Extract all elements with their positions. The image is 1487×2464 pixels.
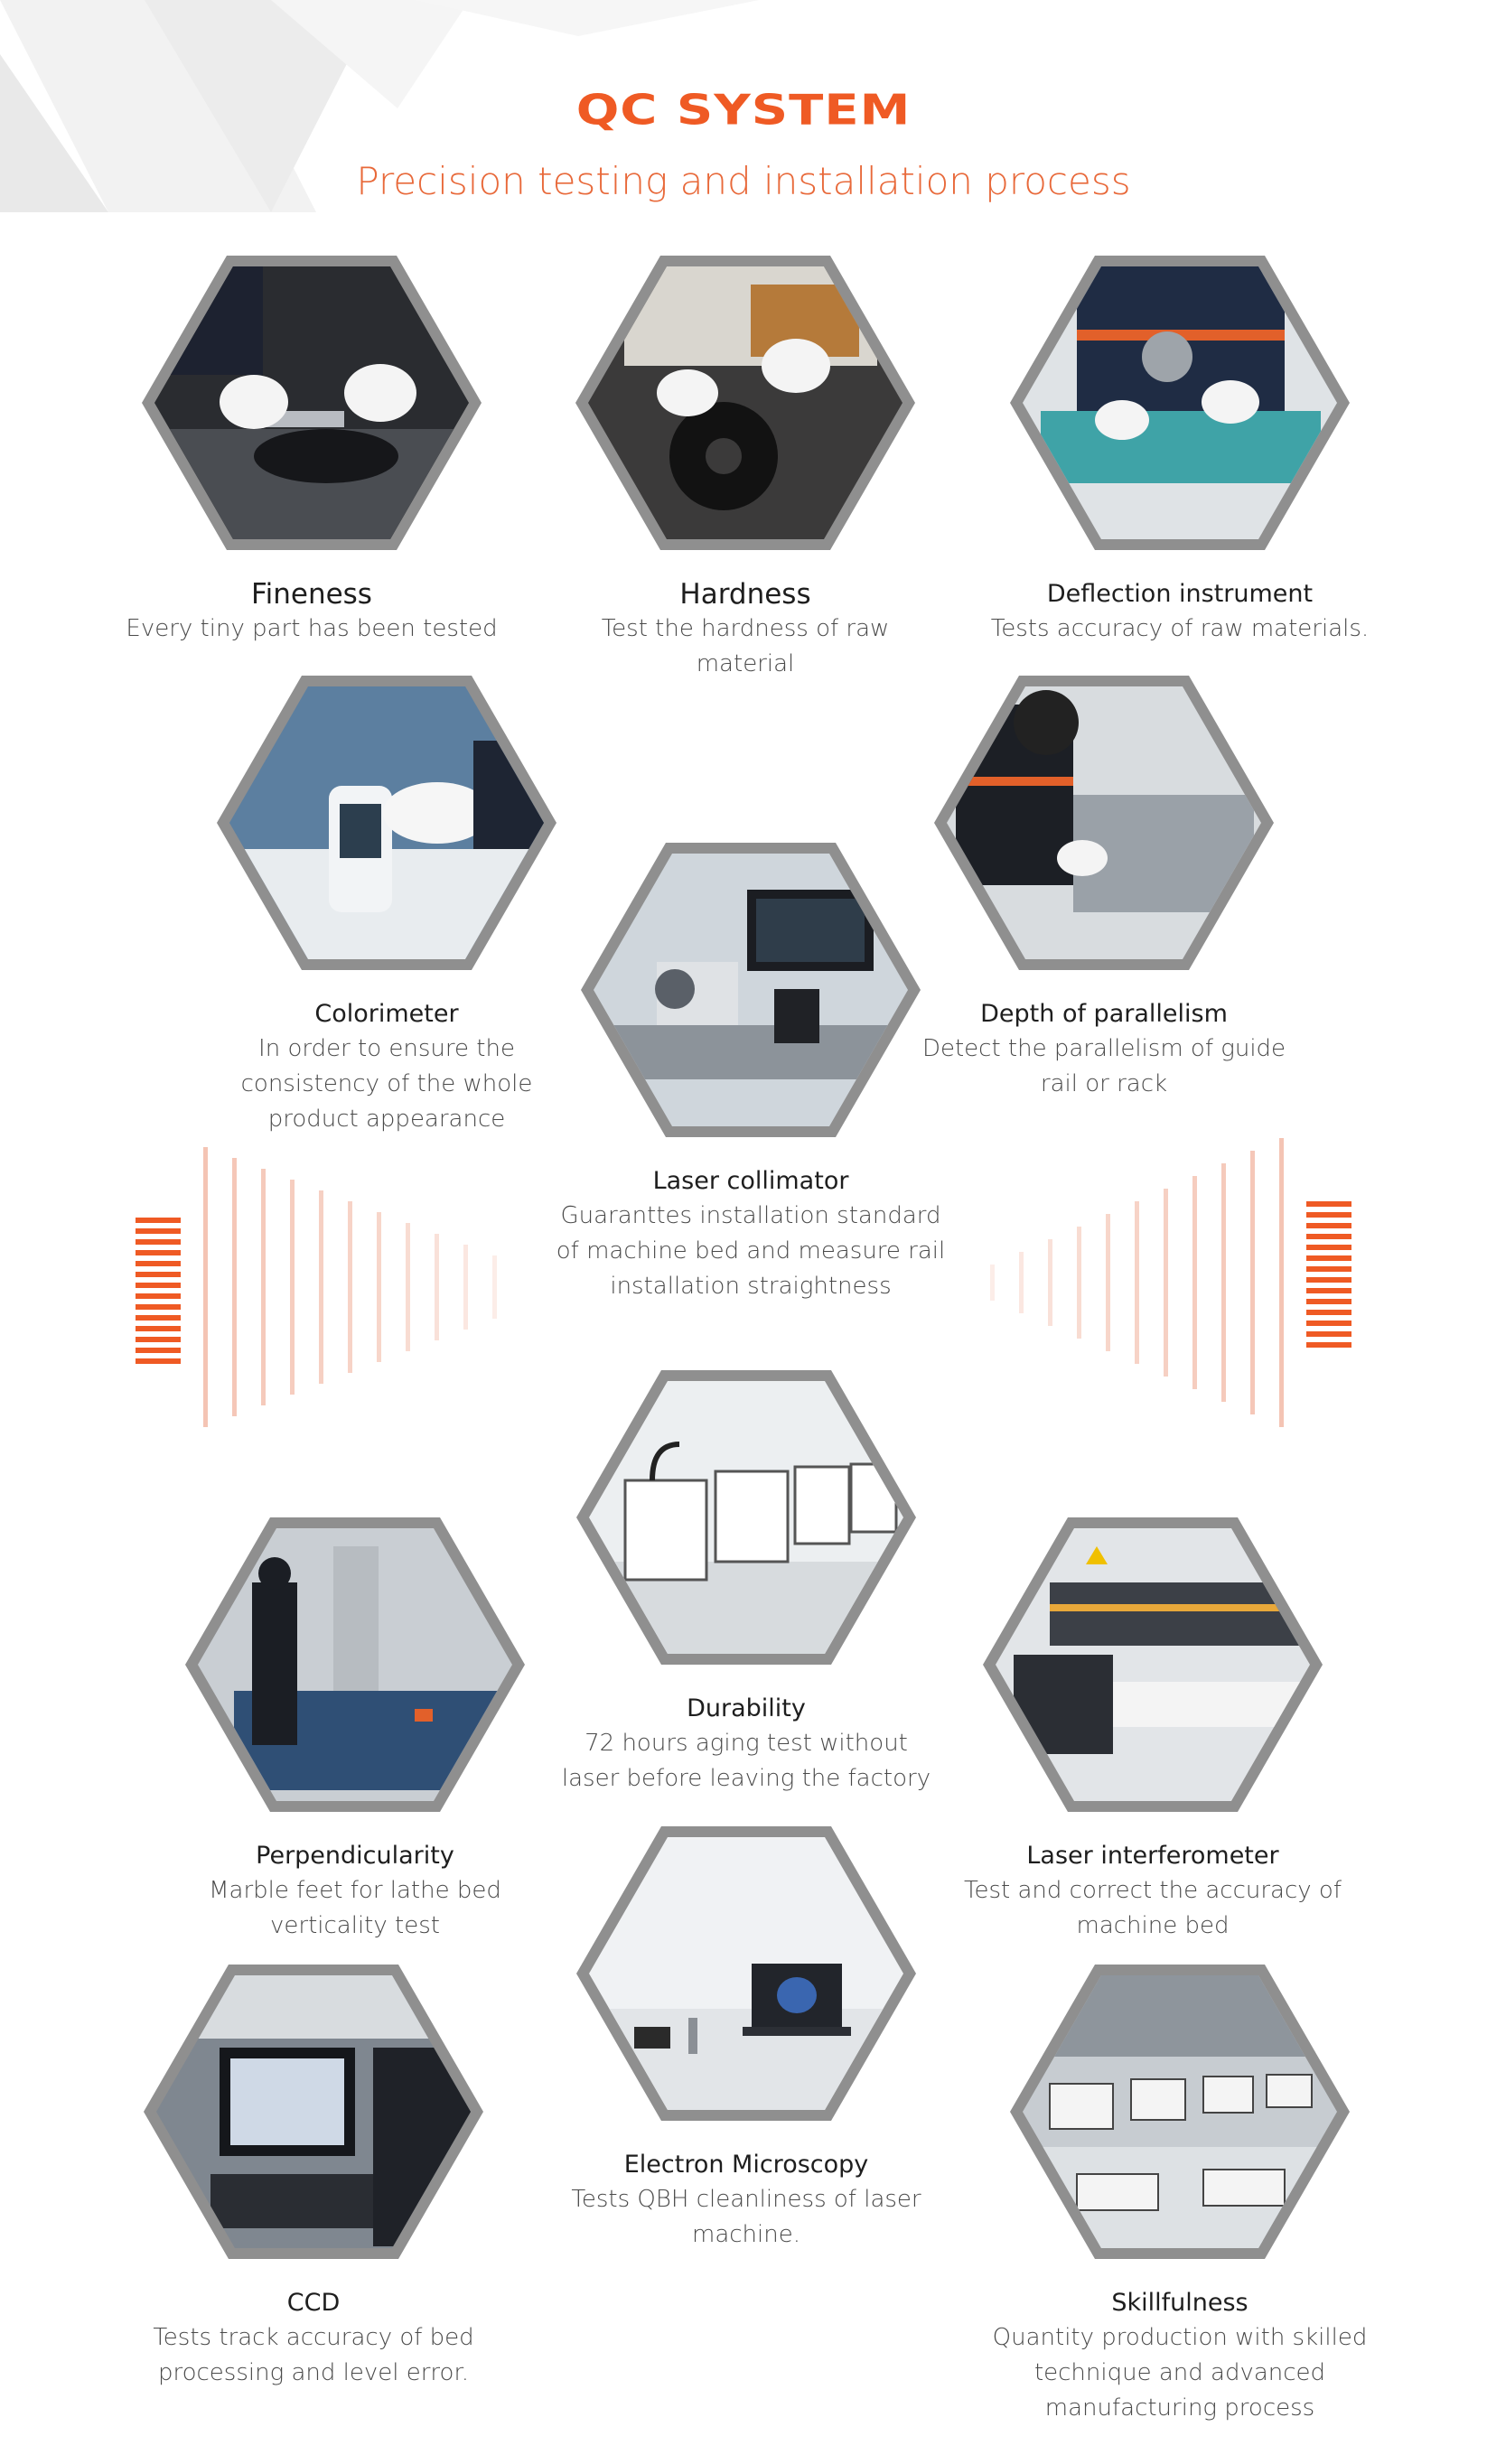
hex-frame bbox=[581, 843, 921, 1137]
hex-frame bbox=[576, 1826, 916, 2121]
item-desc-line: Guaranttes installation standard bbox=[560, 1202, 941, 1229]
item-desc-line: verticality test bbox=[270, 1912, 440, 1939]
qc-item-hardness bbox=[538, 256, 953, 682]
item-desc-line: 72 hours aging test without bbox=[585, 1730, 908, 1757]
hex-frame bbox=[185, 1517, 525, 1812]
item-desc-line: processing and level error. bbox=[157, 2359, 470, 2386]
qc-item-skillfulness bbox=[972, 1965, 1388, 2426]
colorimeter-photo bbox=[229, 686, 544, 959]
hex-frame bbox=[983, 1517, 1323, 1812]
ccd-photo bbox=[156, 1975, 471, 2248]
item-desc-line: Tests QBH cleanliness of laser bbox=[571, 2186, 921, 2213]
item-desc-line: of machine bed and measure rail bbox=[556, 1237, 946, 1265]
hex-frame bbox=[1010, 1965, 1350, 2259]
item-title: Laser interferometer bbox=[1026, 1842, 1279, 1870]
right-stripe-decoration bbox=[945, 1138, 1351, 1436]
fineness-photo bbox=[154, 266, 469, 539]
hex-frame bbox=[934, 676, 1274, 970]
item-title: CCD bbox=[286, 2289, 341, 2317]
factory-photo bbox=[1023, 1975, 1337, 2248]
parallelism-photo bbox=[947, 686, 1261, 959]
item-desc-line: Test and correct the accuracy of bbox=[964, 1877, 1342, 1904]
item-title: Depth of parallelism bbox=[980, 1000, 1228, 1028]
item-desc-line: installation straightness bbox=[610, 1273, 892, 1300]
microscopy-photo bbox=[589, 1837, 903, 2110]
item-desc-line: machine bed bbox=[1076, 1912, 1230, 1939]
qc-item-deflection-instrument bbox=[972, 256, 1388, 647]
item-title: Deflection instrument bbox=[1046, 580, 1314, 608]
item-desc-line: material bbox=[696, 650, 795, 677]
item-desc-line: Quantity production with skilled bbox=[992, 2324, 1368, 2351]
item-desc-line: rail or rack bbox=[1040, 1070, 1168, 1097]
hex-frame bbox=[576, 1370, 916, 1665]
deflection-photo bbox=[1023, 266, 1337, 539]
item-desc-line: product appearance bbox=[267, 1106, 506, 1133]
item-title: Laser collimator bbox=[652, 1167, 849, 1195]
hex-frame bbox=[144, 1965, 483, 2259]
item-desc-line: Tests accuracy of raw materials. bbox=[990, 615, 1370, 642]
item-desc-line: In order to ensure the bbox=[258, 1035, 515, 1062]
qc-item-electron-microscopy bbox=[538, 1826, 954, 2253]
page-title: QC SYSTEM bbox=[575, 86, 912, 135]
laser-collimator-photo bbox=[594, 854, 908, 1126]
item-title: Colorimeter bbox=[314, 1000, 459, 1028]
item-title: Electron Microscopy bbox=[623, 2151, 869, 2179]
item-title: Fineness bbox=[251, 578, 372, 611]
hex-frame bbox=[575, 256, 915, 550]
item-title: Hardness bbox=[679, 578, 811, 611]
item-desc-line: Test the hardness of raw bbox=[601, 615, 890, 642]
page-subtitle: Precision testing and installation process bbox=[356, 159, 1131, 203]
item-desc-line: Detect the parallelism of guide bbox=[921, 1035, 1286, 1062]
left-stripe-decoration bbox=[136, 1138, 542, 1436]
item-desc-line: manufacturing process bbox=[1044, 2394, 1315, 2422]
item-desc-line: laser before leaving the factory bbox=[561, 1765, 931, 1792]
qc-item-colorimeter bbox=[179, 676, 594, 1137]
item-desc-line: Every tiny part has been tested bbox=[126, 615, 498, 642]
item-title: Perpendicularity bbox=[256, 1842, 454, 1870]
interferometer-photo bbox=[996, 1528, 1310, 1801]
qc-item-ccd bbox=[106, 1965, 521, 2391]
qc-item-laser-interferometer bbox=[945, 1517, 1361, 1944]
item-desc-line: consistency of the whole bbox=[240, 1070, 533, 1097]
item-desc-line: Tests track accuracy of bed bbox=[153, 2324, 474, 2351]
hex-frame bbox=[217, 676, 556, 970]
perpendicularity-photo bbox=[198, 1528, 512, 1801]
item-desc-line: Marble feet for lathe bed bbox=[209, 1877, 501, 1904]
hex-frame bbox=[142, 256, 482, 550]
item-desc-line: technique and advanced bbox=[1033, 2359, 1326, 2386]
item-desc-line: machine. bbox=[692, 2221, 800, 2248]
qc-item-fineness bbox=[104, 256, 519, 647]
hex-frame bbox=[1010, 256, 1350, 550]
hardness-photo bbox=[588, 266, 902, 539]
qc-item-perpendicularity bbox=[147, 1517, 563, 1944]
item-title: Skillfulness bbox=[1111, 2289, 1249, 2317]
qc-item-durability bbox=[538, 1370, 954, 1797]
item-title: Durability bbox=[687, 1694, 806, 1722]
qc-item-depth-of-parallelism bbox=[896, 676, 1312, 1102]
durability-photo bbox=[589, 1381, 903, 1654]
